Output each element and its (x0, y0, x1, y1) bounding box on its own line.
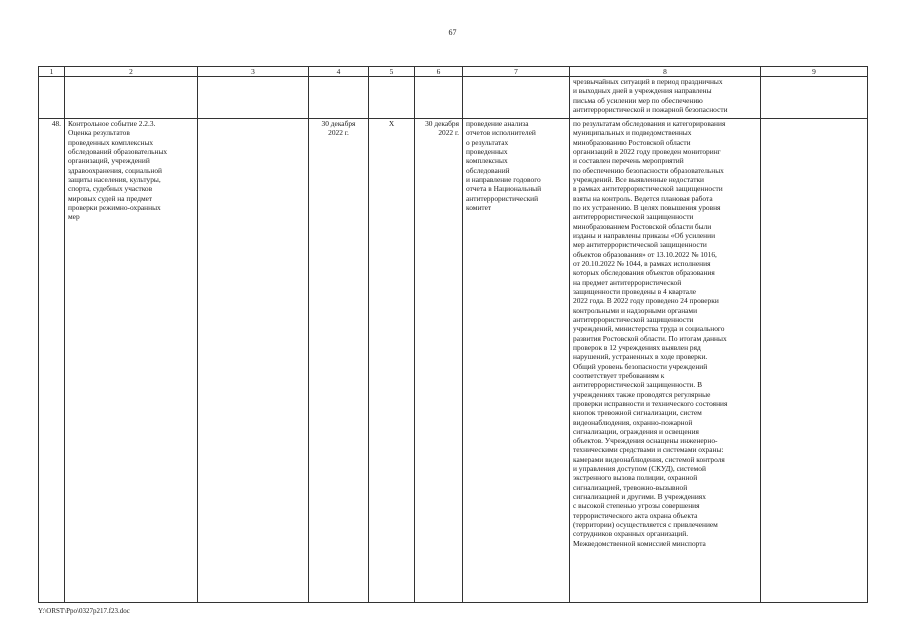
file-path-footer: Y:\ORST\Ppo\0327p217.f23.doc (38, 607, 130, 615)
column-number: 7 (463, 67, 570, 77)
table-cell (309, 77, 369, 119)
page-number: 67 (448, 28, 457, 37)
table-cell (198, 77, 309, 119)
column-number: 4 (309, 67, 369, 77)
table-cell (65, 77, 198, 119)
table-row-48 (39, 119, 868, 603)
column-number: 1 (39, 67, 65, 77)
column-3-cell (198, 119, 309, 603)
column-5-mark: Х (369, 119, 415, 603)
column-number: 5 (369, 67, 415, 77)
column-9-cell (761, 119, 868, 603)
control-event-text: Контрольное событие 2.2.3. Оценка результатов проведенных комплексных обследований образовательных организаций, учреждений здравоохранения, социальной защиты населения, культуры, спорта, судебных участков мировых судей на предмет проверки режимно-охранных мер (65, 119, 198, 603)
row-number: 48. (39, 119, 65, 603)
fact-date: 30 декабря 2022 г. (415, 119, 463, 603)
column-number: 9 (761, 67, 868, 77)
column-number-row (39, 67, 868, 77)
continued-result-text: чрезвычайных ситуаций в период праздничных и выходных дней в учреждения направлены письма об усилении мер по обеспечению антитеррористической и пожарной безопасности (570, 77, 761, 119)
table-cell (39, 77, 65, 119)
column-number: 6 (415, 67, 463, 77)
table-cell (369, 77, 415, 119)
report-table (38, 66, 868, 603)
event-description: проведение анализа отчетов исполнителей о результатах проведенных комплексных обследований и направление годового отчета в Национальный антитеррористический комитет (463, 119, 570, 603)
column-number: 8 (570, 67, 761, 77)
plan-date: 30 декабря 2022 г. (309, 119, 369, 603)
table-row-continuation (39, 77, 868, 119)
table-cell (415, 77, 463, 119)
table-cell (463, 77, 570, 119)
table-cell (761, 77, 868, 119)
column-number: 2 (65, 67, 198, 77)
result-text: по результатам обследования и категорирования муниципальных и подведомственных минобразованию Ростовской области организаций в 2022 году проведен мониторинг и составлен перечень мероприятий по обеспечению безопасности образовательных учреждений. Все выявленные недостатки в рамках антитеррористической защищенности взяты на контроль. Ведется плановая работа по их устранению. В целях повышения уровня антитеррористической защищенности минобразованием Ростовской области были изданы и направлены приказы «Об усилении мер антитеррористической защищенности объектов образования» от 13.10.2022 № 1016, от 20.10.2022 № 1044, в рамках исполнения которых обследования объектов образования на предмет антитеррористической защищенности проведены в 4 квартале 2022 года. В 2022 году проведено 24 проверки контрольными и надзорными органами антитеррористической защищенности учреждений, министерства труда и социального развития Ростовской области. По итогам данных проверок в 12 учреждениях выявлен ряд нарушений, устраненных в ходе проверки. Общий уровень безопасности учреждений соответствует требованиям к антитеррористической защищенности. В учреждениях также проводятся регулярные проверки исправности и технического состояния кнопок тревожной сигнализации, систем видеонаблюдения, охранно-пожарной сигнализации, ограждения и освещения объектов. Учреждения оснащены инженерно- техническими средствами и системами охраны: камерами видеонаблюдения, системой контроля и управления доступом (СКУД), системой экстренного вызова полиции, охранной сигнализацией, тревожно-вызывной сигнализацией и другими. В учреждениях с высокой степенью угрозы совершения террористического акта охрана объекта (территории) осуществляется с привлечением сотрудников охранных организаций. Межведомственной комиссией минспорта (570, 119, 761, 603)
column-number: 3 (198, 67, 309, 77)
